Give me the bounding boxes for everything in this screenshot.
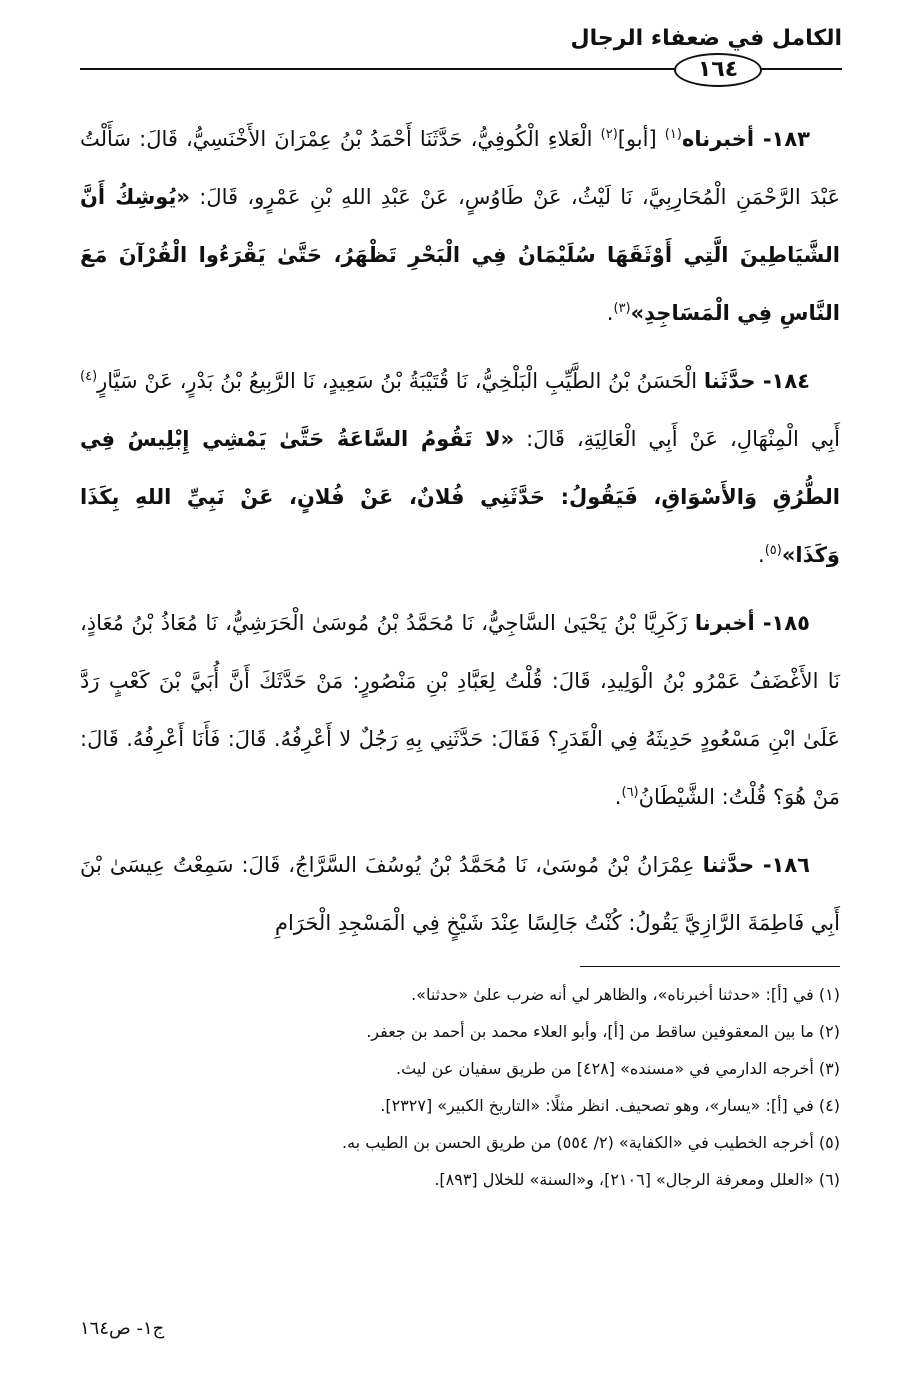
hadith-number: ١٨٥- xyxy=(754,611,810,635)
folio-reference: ج١- ص١٦٤ xyxy=(80,1318,165,1339)
page-number-badge: ١٦٤ xyxy=(674,53,762,87)
narration-text: أَبِي الْمِنْهَالِ، عَنْ أَبِي الْعَالِيَةِ، قَالَ: xyxy=(514,427,840,451)
footnote-2: (٢) ما بين المعقوفين ساقط من [أ]، وأبو العلاء محمد بن أحمد بن جعفر. xyxy=(366,1022,840,1041)
full-stop: . xyxy=(758,543,765,567)
hadith-186 xyxy=(80,836,840,952)
footnote-ref: (٥) xyxy=(764,543,782,558)
footnotes xyxy=(80,976,840,1198)
hadith-number: ١٨٦- xyxy=(754,853,810,877)
hadith-number: ١٨٣- xyxy=(754,127,810,151)
footnote-ref: (٤) xyxy=(80,369,98,384)
hadith-quote: «لا تَقُومُ السَّاعَةُ حَتَّىٰ يَمْشِي إِبْلِيسُ فِي الطُّرُقِ وَالأَسْوَاقِ، فَيَقُولُ: حَدَّثَنِي فُلانٌ، عَنْ فُلانٍ، عَنْ نَبِيِّ اللهِ بِكَذَا وَكَذَا» xyxy=(80,427,840,567)
narration-lead: حدَّثنا xyxy=(702,853,755,877)
footnote-ref: (٣) xyxy=(613,301,631,316)
narration-text: [أبو] xyxy=(617,127,665,151)
narration-text: زَكَرِيَّا بْنُ يَحْيَىٰ السَّاجِيُّ، نَا مُحَمَّدُ بْنُ مُوسَىٰ الْحَرَشِيُّ، نَا مُعَاذُ بْنُ مُعَاذٍ، نَا الأَغْضَفُ عَمْرُو بْنُ الْوَلِيدِ، قَالَ: قُلْتُ لِعَبَّادِ بْنِ مَنْصُورٍ: مَنْ حَدَّثَكَ أَنَّ أُبَيَّ بْنَ كَعْبٍ رَدَّ عَلَىٰ ابْنِ مَسْعُودٍ حَدِيثَهُ فِي الْقَدَرِ؟ فَقَالَ: حَدَّثَنِي بِهِ رَجُلٌ لا أَعْرِفُهُ. قَالَ: فَأَنَا أَعْرِفُهُ. قَالَ: مَنْ هُوَ؟ قُلْتُ: الشَّيْطَانُ xyxy=(80,611,840,809)
narration-lead: أخبرناه xyxy=(681,127,755,151)
full-stop: . xyxy=(606,301,614,325)
narration-text: الْحَسَنُ بْنُ الطَّيِّبِ الْبَلْخِيُّ، نَا قُتَيْبَةُ بْنُ سَعِيدٍ، نَا الرَّبِيعُ بْنُ بَدْرٍ، عَنْ سَيَّارٍ xyxy=(97,369,704,393)
footnote-ref: (٦) xyxy=(621,785,639,800)
footnote-5: (٥) أخرجه الخطيب في «الكفاية» (٢/ ٥٥٤) من طريق الحسن بن الطيب به. xyxy=(342,1133,840,1152)
running-head-title: الكامل في ضعفاء الرجال xyxy=(570,26,842,51)
hadith-quote: «يُوشِكُ أَنَّ الشَّيَاطِينَ الَّتِي أَوْثَقَهَا سُلَيْمَانُ فِي الْبَحْرِ تَظْهَرُ، حَتَّىٰ يَقْرَءُوا الْقُرْآنَ مَعَ النَّاسِ فِي الْمَسَاجِدِ» xyxy=(80,185,840,325)
footnote-3: (٣) أخرجه الدارمي في «مسنده» [٤٢٨] من طريق سفيان عن ليث. xyxy=(396,1059,840,1078)
narration-text: الْعَلاءِ الْكُوفِيُّ، حَدَّثَنَا أَحْمَدُ بْنُ عِمْرَانَ الأَخْنَسِيُّ، قَالَ: سَأَلْتُ عَبْدَ الرَّحْمَنِ الْمُحَارِبِيَّ، نَا لَيْثُ، عَنْ طَاوُسٍ، عَنْ عَبْدِ اللهِ بْنِ عَمْرٍو، قَالَ: xyxy=(80,127,840,209)
narration-lead: حدَّثَنا xyxy=(703,369,756,393)
footnote-ref: (١) xyxy=(664,127,682,142)
hadith-185 xyxy=(80,594,840,826)
footnote-4: (٤) في [أ]: «يسار»، وهو تصحيف. انظر مثلًا: «التاريخ الكبير» [٢٣٢٧]. xyxy=(380,1096,840,1115)
hadith-184 xyxy=(80,352,840,584)
footnote-1: (١) في [أ]: «حدثنا أخبرناه»، والظاهر لي أنه ضرب علىٰ «حدثنا». xyxy=(411,985,840,1004)
narration-lead: أخبرنا xyxy=(694,611,755,635)
footnote-ref: (٢) xyxy=(600,127,618,142)
hadith-number: ١٨٤- xyxy=(755,369,810,393)
main-text xyxy=(80,110,840,962)
footnote-separator xyxy=(580,966,840,967)
footnote-6: (٦) «العلل ومعرفة الرجال» [٢١٠٦]، و«السنة» للخلال [٨٩٣]. xyxy=(434,1170,840,1189)
narration-text: عِمْرَانُ بْنُ مُوسَىٰ، نَا مُحَمَّدُ بْنُ يُوسُفَ السَّرَّاجُ، قَالَ: سَمِعْتُ عِيسَىٰ بْنَ أَبِي فَاطِمَةَ الرَّازِيَّ يَقُولُ: كُنْتُ جَالِسًا عِنْدَ شَيْخٍ فِي الْمَسْجِدِ الْحَرَامِ xyxy=(80,853,840,935)
full-stop: . xyxy=(614,785,622,809)
hadith-183 xyxy=(80,110,840,342)
